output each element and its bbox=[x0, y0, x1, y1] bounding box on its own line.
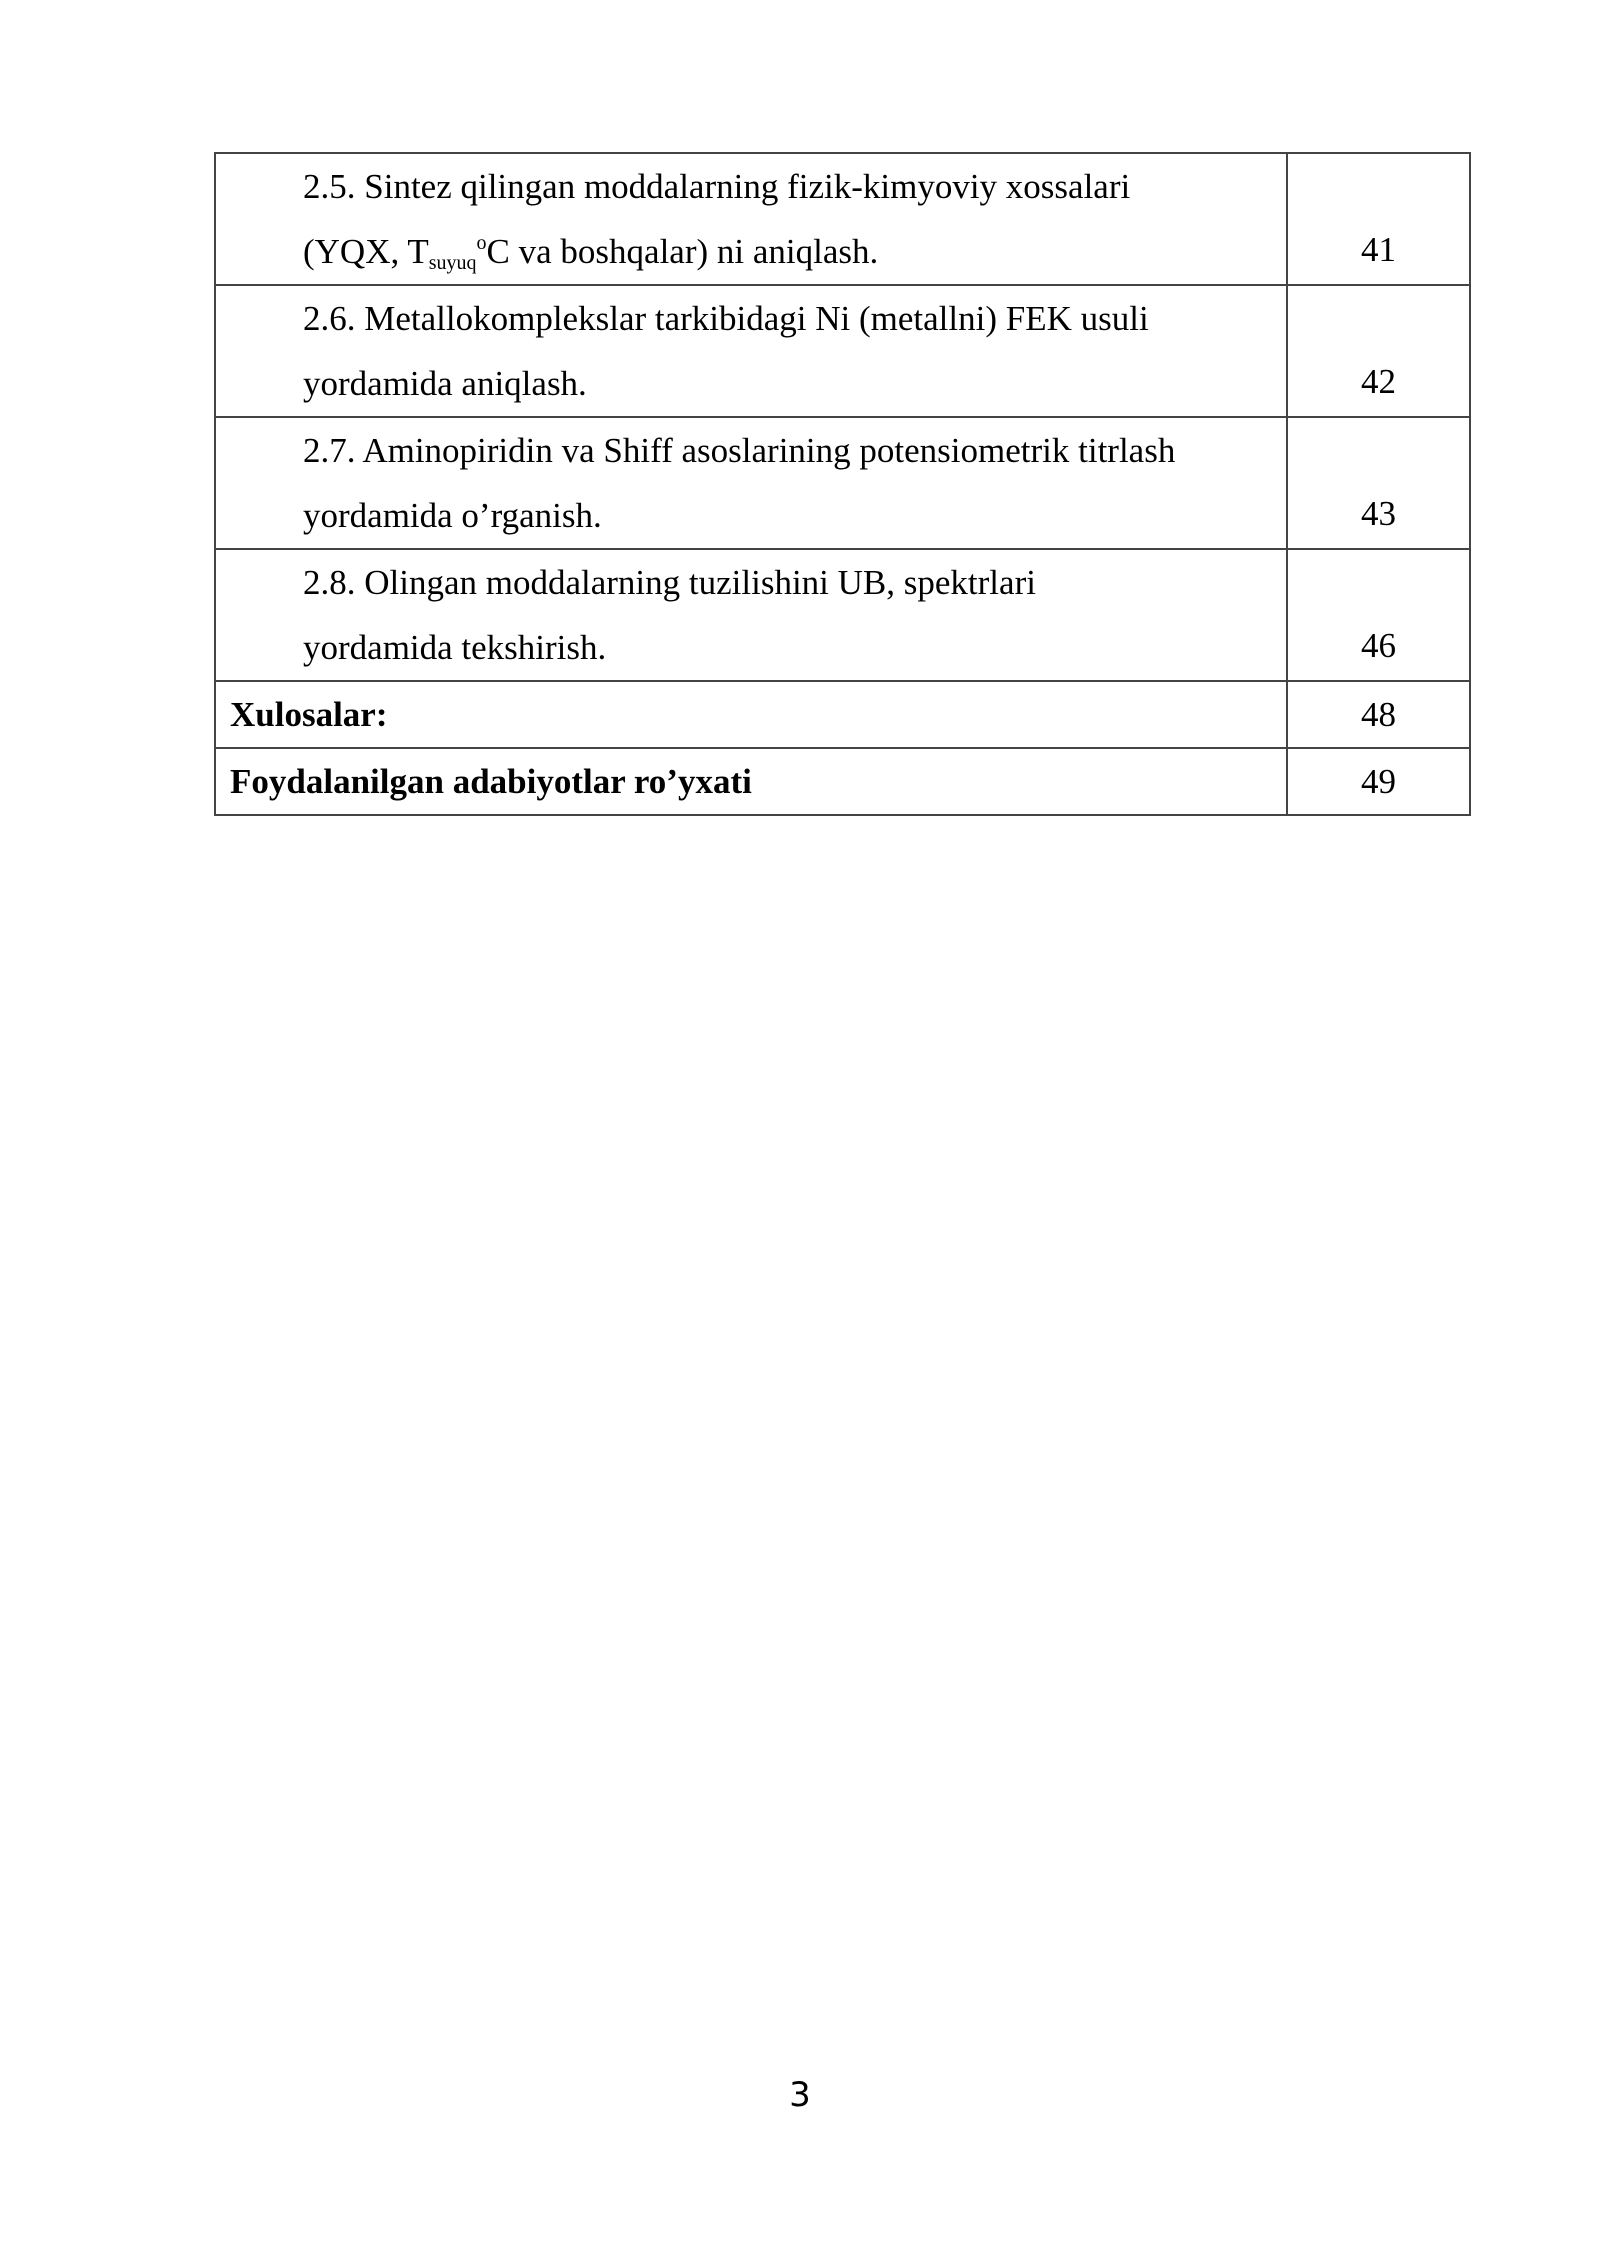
toc-entry-line2: yordamida tekshirish. bbox=[303, 628, 607, 667]
toc-main-title: Foydalanilgan adabiyotlar ro’yxati bbox=[215, 748, 1287, 815]
toc-entry-line2 bbox=[303, 232, 879, 274]
toc-entry-title bbox=[215, 417, 1287, 549]
toc-entry-line1: 2.6. Metallokomplekslar tarkibidagi Ni (metallni) FEK usuli bbox=[303, 299, 1149, 338]
toc-page-number: 43 bbox=[1287, 417, 1470, 549]
toc-row-2-8 bbox=[215, 549, 1470, 681]
toc-page-number: 48 bbox=[1287, 681, 1470, 748]
toc-entry-line2-pre: (YQX, T bbox=[303, 232, 429, 271]
toc-row-2-7 bbox=[215, 417, 1470, 549]
table-of-contents bbox=[214, 152, 1471, 816]
toc-page-number: 49 bbox=[1287, 748, 1470, 815]
toc-row-2-5 bbox=[215, 153, 1470, 285]
toc-row-conclusions bbox=[215, 681, 1470, 748]
toc-entry-title bbox=[215, 153, 1287, 285]
toc-page-number: 42 bbox=[1287, 285, 1470, 417]
toc-entry-title bbox=[215, 549, 1287, 681]
superscript-degree: o bbox=[476, 232, 487, 254]
toc-main-title: Xulosalar: bbox=[215, 681, 1287, 748]
toc-entry-line2: yordamida o’rganish. bbox=[303, 496, 602, 535]
toc-entry-title bbox=[215, 285, 1287, 417]
toc-entry-line1: 2.5. Sintez qilingan moddalarning fizik-kimyoviy xossalari bbox=[303, 167, 1131, 206]
page-number: 3 bbox=[789, 2075, 811, 2115]
toc-entry-line2-post: C va boshqalar) ni aniqlash. bbox=[486, 232, 879, 271]
toc-page-number: 41 bbox=[1287, 153, 1470, 285]
subscript-suyuq: suyuq bbox=[428, 252, 477, 274]
toc-row-2-6 bbox=[215, 285, 1470, 417]
toc-page-number: 46 bbox=[1287, 549, 1470, 681]
toc-row-references bbox=[215, 748, 1470, 815]
toc-entry-line2: yordamida aniqlash. bbox=[303, 364, 587, 403]
toc-entry-line1: 2.8. Olingan moddalarning tuzilishini UB, spektrlari bbox=[303, 563, 1036, 602]
toc-entry-line1: 2.7. Aminopiridin va Shiff asoslarining potensiometrik titrlash bbox=[303, 431, 1176, 470]
